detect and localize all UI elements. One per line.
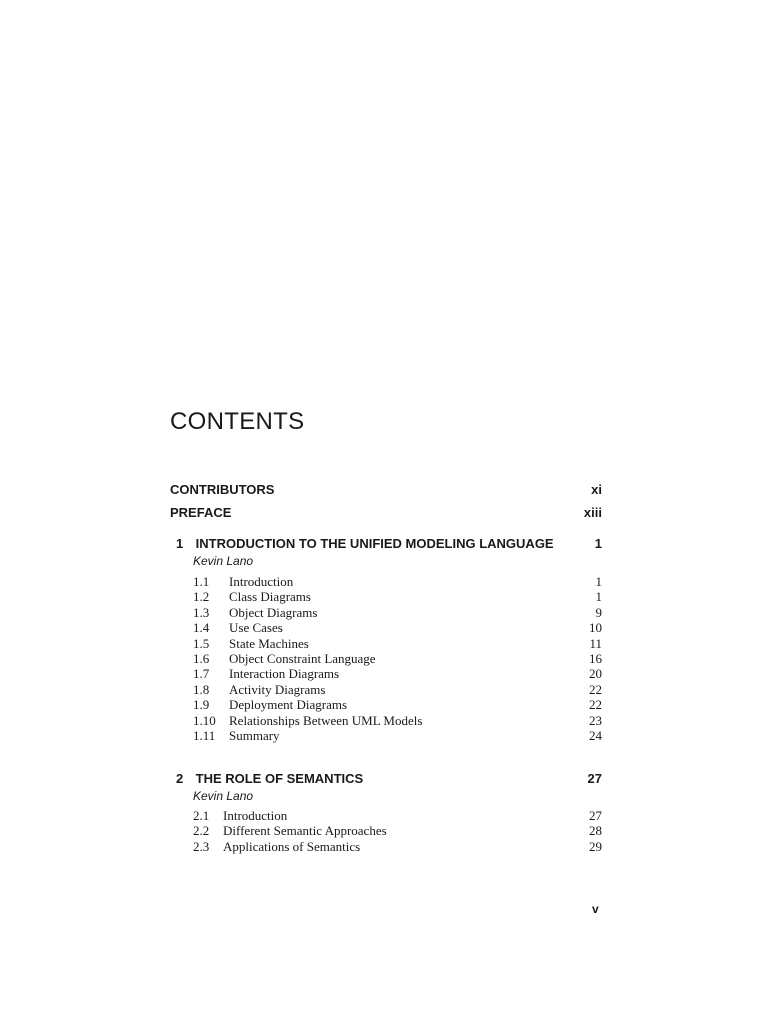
page-number: v	[592, 902, 599, 916]
chapter-page: 1	[594, 536, 602, 551]
section-item: 2.1 Introduction 27	[193, 808, 602, 823]
chapter-1-sections	[193, 574, 602, 743]
section-item: 1.4 Use Cases 10	[193, 620, 602, 636]
section-item: 1.1 Introduction 1	[193, 574, 602, 589]
section-item: 1.6 Object Constraint Language 16	[193, 650, 602, 666]
section-item: 2.2 Different Semantic Approaches 28	[193, 823, 602, 839]
toc-entry-contributors	[170, 482, 602, 497]
section-item: 1.9 Deployment Diagrams 22	[193, 697, 602, 713]
chapter-1-author: Kevin Lano	[193, 554, 254, 568]
chapter-title: INTRODUCTION TO THE UNIFIED MODELING LANGUAGE	[195, 536, 554, 551]
entry-page: xi	[591, 482, 602, 497]
section-item: 2.3 Applications of Semantics 29	[193, 838, 602, 854]
toc-entry-preface	[170, 505, 602, 520]
entry-label: PREFACE	[170, 505, 232, 520]
chapter-1-heading	[176, 536, 602, 551]
section-item: 1.3 Object Diagrams 9	[193, 604, 602, 620]
chapter-2-sections	[193, 808, 602, 854]
chapter-number: 1	[176, 536, 184, 551]
chapter-page: 27	[587, 771, 602, 786]
chapter-title: THE ROLE OF SEMANTICS	[195, 771, 364, 786]
chapter-number: 2	[176, 771, 184, 786]
entry-page: xiii	[583, 505, 602, 520]
section-item: 1.11 Summary 24	[193, 727, 602, 743]
section-item: 1.7 Interaction Diagrams 20	[193, 666, 602, 682]
section-item: 1.5 State Machines 11	[193, 635, 602, 651]
section-item: 1.8 Activity Diagrams 22	[193, 681, 602, 697]
chapter-2-author: Kevin Lano	[193, 789, 254, 803]
chapter-2-heading	[176, 771, 602, 786]
section-item: 1.10 Relationships Between UML Models 23	[193, 712, 602, 728]
entry-label: CONTRIBUTORS	[170, 482, 275, 497]
page-title: CONTENTS	[170, 408, 305, 435]
section-item: 1.2 Class Diagrams 1	[193, 589, 602, 605]
